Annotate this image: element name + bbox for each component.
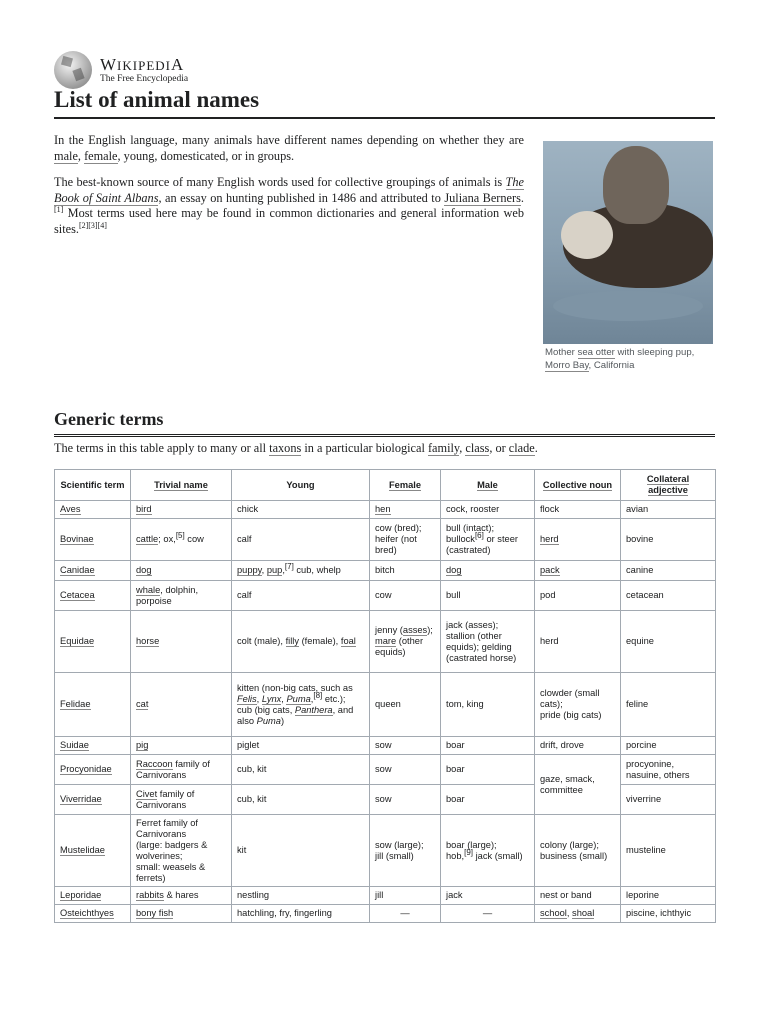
cell-collateral-adjective: avian	[621, 501, 716, 519]
header-male[interactable]: Male	[441, 470, 535, 501]
link-asses[interactable]: asses	[402, 625, 428, 635]
link-clade[interactable]: clade	[508, 441, 535, 455]
cell-male: cock, rooster	[441, 501, 535, 519]
cell-young: piglet	[232, 737, 370, 755]
link-felis[interactable]: Felis	[237, 693, 257, 704]
cell-scientific-term[interactable]: Canidae	[60, 565, 95, 575]
cell-collective-noun: colony (large); business (small)	[535, 815, 621, 887]
section-intro: The terms in this table apply to many or all taxons in a particular biological family, class, or clade.	[54, 441, 538, 455]
cell-female: —	[370, 905, 441, 923]
cell-scientific-term[interactable]: Bovinae	[60, 534, 94, 544]
cell-female: cow (bred); heifer (not bred)	[370, 519, 441, 561]
cell-scientific-term[interactable]: Cetacea	[60, 590, 95, 600]
cell-collective-noun: school, shoal	[535, 905, 621, 923]
link-pup[interactable]: pup	[266, 565, 283, 575]
cell-trivial-name: Ferret family of Carnivorans (large: badgers & wolverines; small: weasels & ferrets)	[131, 815, 232, 887]
ref-5[interactable]: [5]	[175, 530, 185, 540]
link-civet[interactable]: Civet	[136, 788, 158, 799]
cell-collective-noun[interactable]: pack	[540, 565, 560, 575]
link-puma[interactable]: Puma	[286, 693, 311, 704]
wikipedia-globe-icon	[54, 51, 92, 89]
cell-young: colt (male), filly (female), foal	[232, 611, 370, 673]
ref-1[interactable]: [1]	[54, 204, 64, 214]
cell-female: queen	[370, 673, 441, 737]
cell-scientific-term[interactable]: Suidae	[60, 740, 89, 750]
link-whale[interactable]: whale	[136, 584, 161, 595]
table-row	[55, 673, 716, 737]
cell-male: boar (large); hob,[9] jack (small)	[441, 815, 535, 887]
cell-trivial-name[interactable]: horse	[136, 636, 160, 646]
cell-young: cub, kit	[232, 755, 370, 785]
cell-trivial-name: whale, dolphin, porpoise	[131, 581, 232, 611]
cell-male: boar	[441, 785, 535, 815]
sea-otter-image[interactable]	[543, 141, 713, 344]
ref-9[interactable]: [9]	[464, 847, 474, 857]
cell-male: —	[441, 905, 535, 923]
cell-scientific-term[interactable]: Equidae	[60, 636, 95, 646]
cell-trivial-name[interactable]: pig	[136, 740, 149, 750]
link-puppy[interactable]: puppy	[237, 565, 262, 575]
cell-male: jack (asses); stallion (other equids); gelding (castrated horse)	[441, 611, 535, 673]
ref-7[interactable]: [7]	[284, 561, 294, 571]
intro-paragraph-1: In the English language, many animals have different names depending on whether they are male, female, young, domesticated, or in groups.	[54, 133, 524, 163]
generic-terms-table	[54, 469, 716, 923]
header-collateral-adjective[interactable]: Collateral adjective	[621, 470, 716, 501]
cell-collective-noun: pod	[535, 581, 621, 611]
cell-female: jill	[370, 887, 441, 905]
cell-collateral-adjective: cetacean	[621, 581, 716, 611]
cell-collateral-adjective: musteline	[621, 815, 716, 887]
link-family[interactable]: family	[427, 441, 460, 455]
cell-collective-noun: clowder (small cats); pride (big cats)	[535, 673, 621, 737]
cell-female: sow	[370, 755, 441, 785]
table-row	[55, 755, 716, 785]
cell-collective-noun: drift, drove	[535, 737, 621, 755]
link-raccoon[interactable]: Raccoon	[136, 758, 173, 769]
cell-collateral-adjective: equine	[621, 611, 716, 673]
cell-male: boar	[441, 755, 535, 785]
image-caption: Mother sea otter with sleeping pup, Morro Bay, California	[545, 347, 695, 371]
cell-collateral-adjective: leporine	[621, 887, 716, 905]
link-rabbits[interactable]: rabbits	[136, 890, 164, 900]
cell-collateral-adjective: piscine, ichthyic	[621, 905, 716, 923]
page-title: List of animal names	[54, 86, 715, 119]
link-lynx[interactable]: Lynx	[261, 693, 282, 704]
cell-trivial-name: Civet family of Carnivorans	[131, 785, 232, 815]
cell-collateral-adjective: viverrine	[621, 785, 716, 815]
cell-young: kit	[232, 815, 370, 887]
cell-collective-noun: gaze, smack, committee	[535, 755, 621, 815]
ref-2-3-4[interactable]: [2][3][4]	[78, 220, 107, 230]
link-filly[interactable]: filly	[285, 636, 299, 646]
link-male[interactable]: male	[54, 148, 78, 163]
cell-male: bull	[441, 581, 535, 611]
link-sea-otter[interactable]: sea otter	[577, 347, 615, 358]
cell-collective-noun: nest or band	[535, 887, 621, 905]
table-header-row	[55, 470, 716, 501]
cell-female: sow	[370, 785, 441, 815]
cell-trivial-name[interactable]: dog	[136, 565, 152, 575]
link-panthera[interactable]: Panthera	[294, 704, 333, 715]
cell-collateral-adjective: canine	[621, 561, 716, 581]
cell-female: cow	[370, 581, 441, 611]
cell-collective-noun: herd	[535, 611, 621, 673]
table-row	[55, 815, 716, 887]
section-heading-generic-terms: Generic terms	[54, 408, 715, 437]
link-school[interactable]: school	[540, 908, 567, 918]
wordmark: WIKIPEDIA The Free Encyclopedia	[100, 54, 189, 84]
link-morro-bay[interactable]: Morro Bay	[545, 360, 589, 371]
cell-male: tom, king	[441, 673, 535, 737]
cell-collateral-adjective: porcine	[621, 737, 716, 755]
ref-6[interactable]: [6]	[474, 530, 484, 540]
cell-male: boar	[441, 737, 535, 755]
link-cattle[interactable]: cattle	[136, 534, 159, 544]
cell-scientific-term[interactable]: Aves	[60, 504, 81, 514]
table-row	[55, 737, 716, 755]
link-mare[interactable]: mare	[375, 636, 397, 646]
intro-paragraph-2: The best-known source of many English words used for collective groupings of animals is The Book of Saint Albans, an essay on hunting published in 1486 and attributed to Juliana Berners.[1] Most terms used here may be found in common dictionaries and general information web sites.[2][3][4]	[54, 175, 524, 236]
tagline: The Free Encyclopedia	[100, 73, 189, 84]
link-class[interactable]: class	[465, 441, 490, 455]
cell-trivial-name[interactable]: cat	[136, 699, 149, 709]
link-shoal[interactable]: shoal	[572, 908, 595, 918]
cell-male: jack	[441, 887, 535, 905]
cell-young: puppy, pup,[7] cub, whelp	[232, 561, 370, 581]
link-female[interactable]: female	[84, 148, 118, 163]
cell-young: nestling	[232, 887, 370, 905]
cell-trivial-name: Raccoon family of Carnivorans	[131, 755, 232, 785]
ref-8[interactable]: [8]	[313, 690, 323, 700]
cell-collective-noun[interactable]: herd	[540, 534, 559, 544]
link-juliana-berners[interactable]: Juliana Berners	[444, 190, 521, 205]
table-row	[55, 561, 716, 581]
cell-young: hatchling, fry, fingerling	[232, 905, 370, 923]
cell-young: calf	[232, 581, 370, 611]
cell-scientific-term[interactable]: Procyonidae	[60, 764, 112, 774]
table-row	[55, 611, 716, 673]
table-row	[55, 581, 716, 611]
header-collective-noun[interactable]: Collective noun	[535, 470, 621, 501]
cell-young: calf	[232, 519, 370, 561]
wikipedia-logo[interactable]	[54, 51, 188, 89]
cell-collateral-adjective: bovine	[621, 519, 716, 561]
link-foal[interactable]: foal	[340, 636, 356, 646]
link-book-of-saint-albans[interactable]: The Book of Saint Albans	[54, 175, 524, 205]
table-row	[55, 905, 716, 923]
cell-young: kitten (non-big cats, such as Felis, Lynx, Puma,[8] etc.); cub (big cats, Panthera, and also Puma)	[232, 673, 370, 737]
link-taxons[interactable]: taxons	[269, 441, 302, 455]
cell-young: cub, kit	[232, 785, 370, 815]
table-row	[55, 519, 716, 561]
cell-trivial-name: rabbits & hares	[131, 887, 232, 905]
cell-scientific-term[interactable]: Felidae	[60, 699, 91, 709]
cell-female: jenny (asses); mare (other equids)	[370, 611, 441, 673]
cell-male[interactable]: dog	[446, 565, 462, 575]
cell-trivial-name[interactable]: bird	[136, 504, 152, 514]
header-scientific-term[interactable]: Scientific term	[55, 470, 131, 501]
header-young[interactable]: Young	[232, 470, 370, 501]
cell-female[interactable]: hen	[375, 504, 391, 514]
cell-scientific-term[interactable]: Osteichthyes	[60, 908, 114, 918]
cell-collective-noun: flock	[535, 501, 621, 519]
cell-trivial-name: cattle; ox,[5] cow	[131, 519, 232, 561]
table-row	[55, 887, 716, 905]
header-trivial-name[interactable]: Trivial name	[131, 470, 232, 501]
cell-collateral-adjective: procyonine, nasuine, others	[621, 755, 716, 785]
cell-female: sow	[370, 737, 441, 755]
header-female[interactable]: Female	[370, 470, 441, 501]
cell-female: sow (large); jill (small)	[370, 815, 441, 887]
cell-male: bull (intact); bullock[6] or steer (castrated)	[441, 519, 535, 561]
cell-female: bitch	[370, 561, 441, 581]
cell-collateral-adjective: feline	[621, 673, 716, 737]
cell-trivial-name[interactable]: bony fish	[136, 908, 174, 918]
cell-scientific-term[interactable]: Viverridae	[60, 794, 102, 804]
table-row	[55, 501, 716, 519]
cell-scientific-term[interactable]: Leporidae	[60, 890, 102, 900]
cell-scientific-term[interactable]: Mustelidae	[60, 845, 105, 855]
cell-young: chick	[232, 501, 370, 519]
